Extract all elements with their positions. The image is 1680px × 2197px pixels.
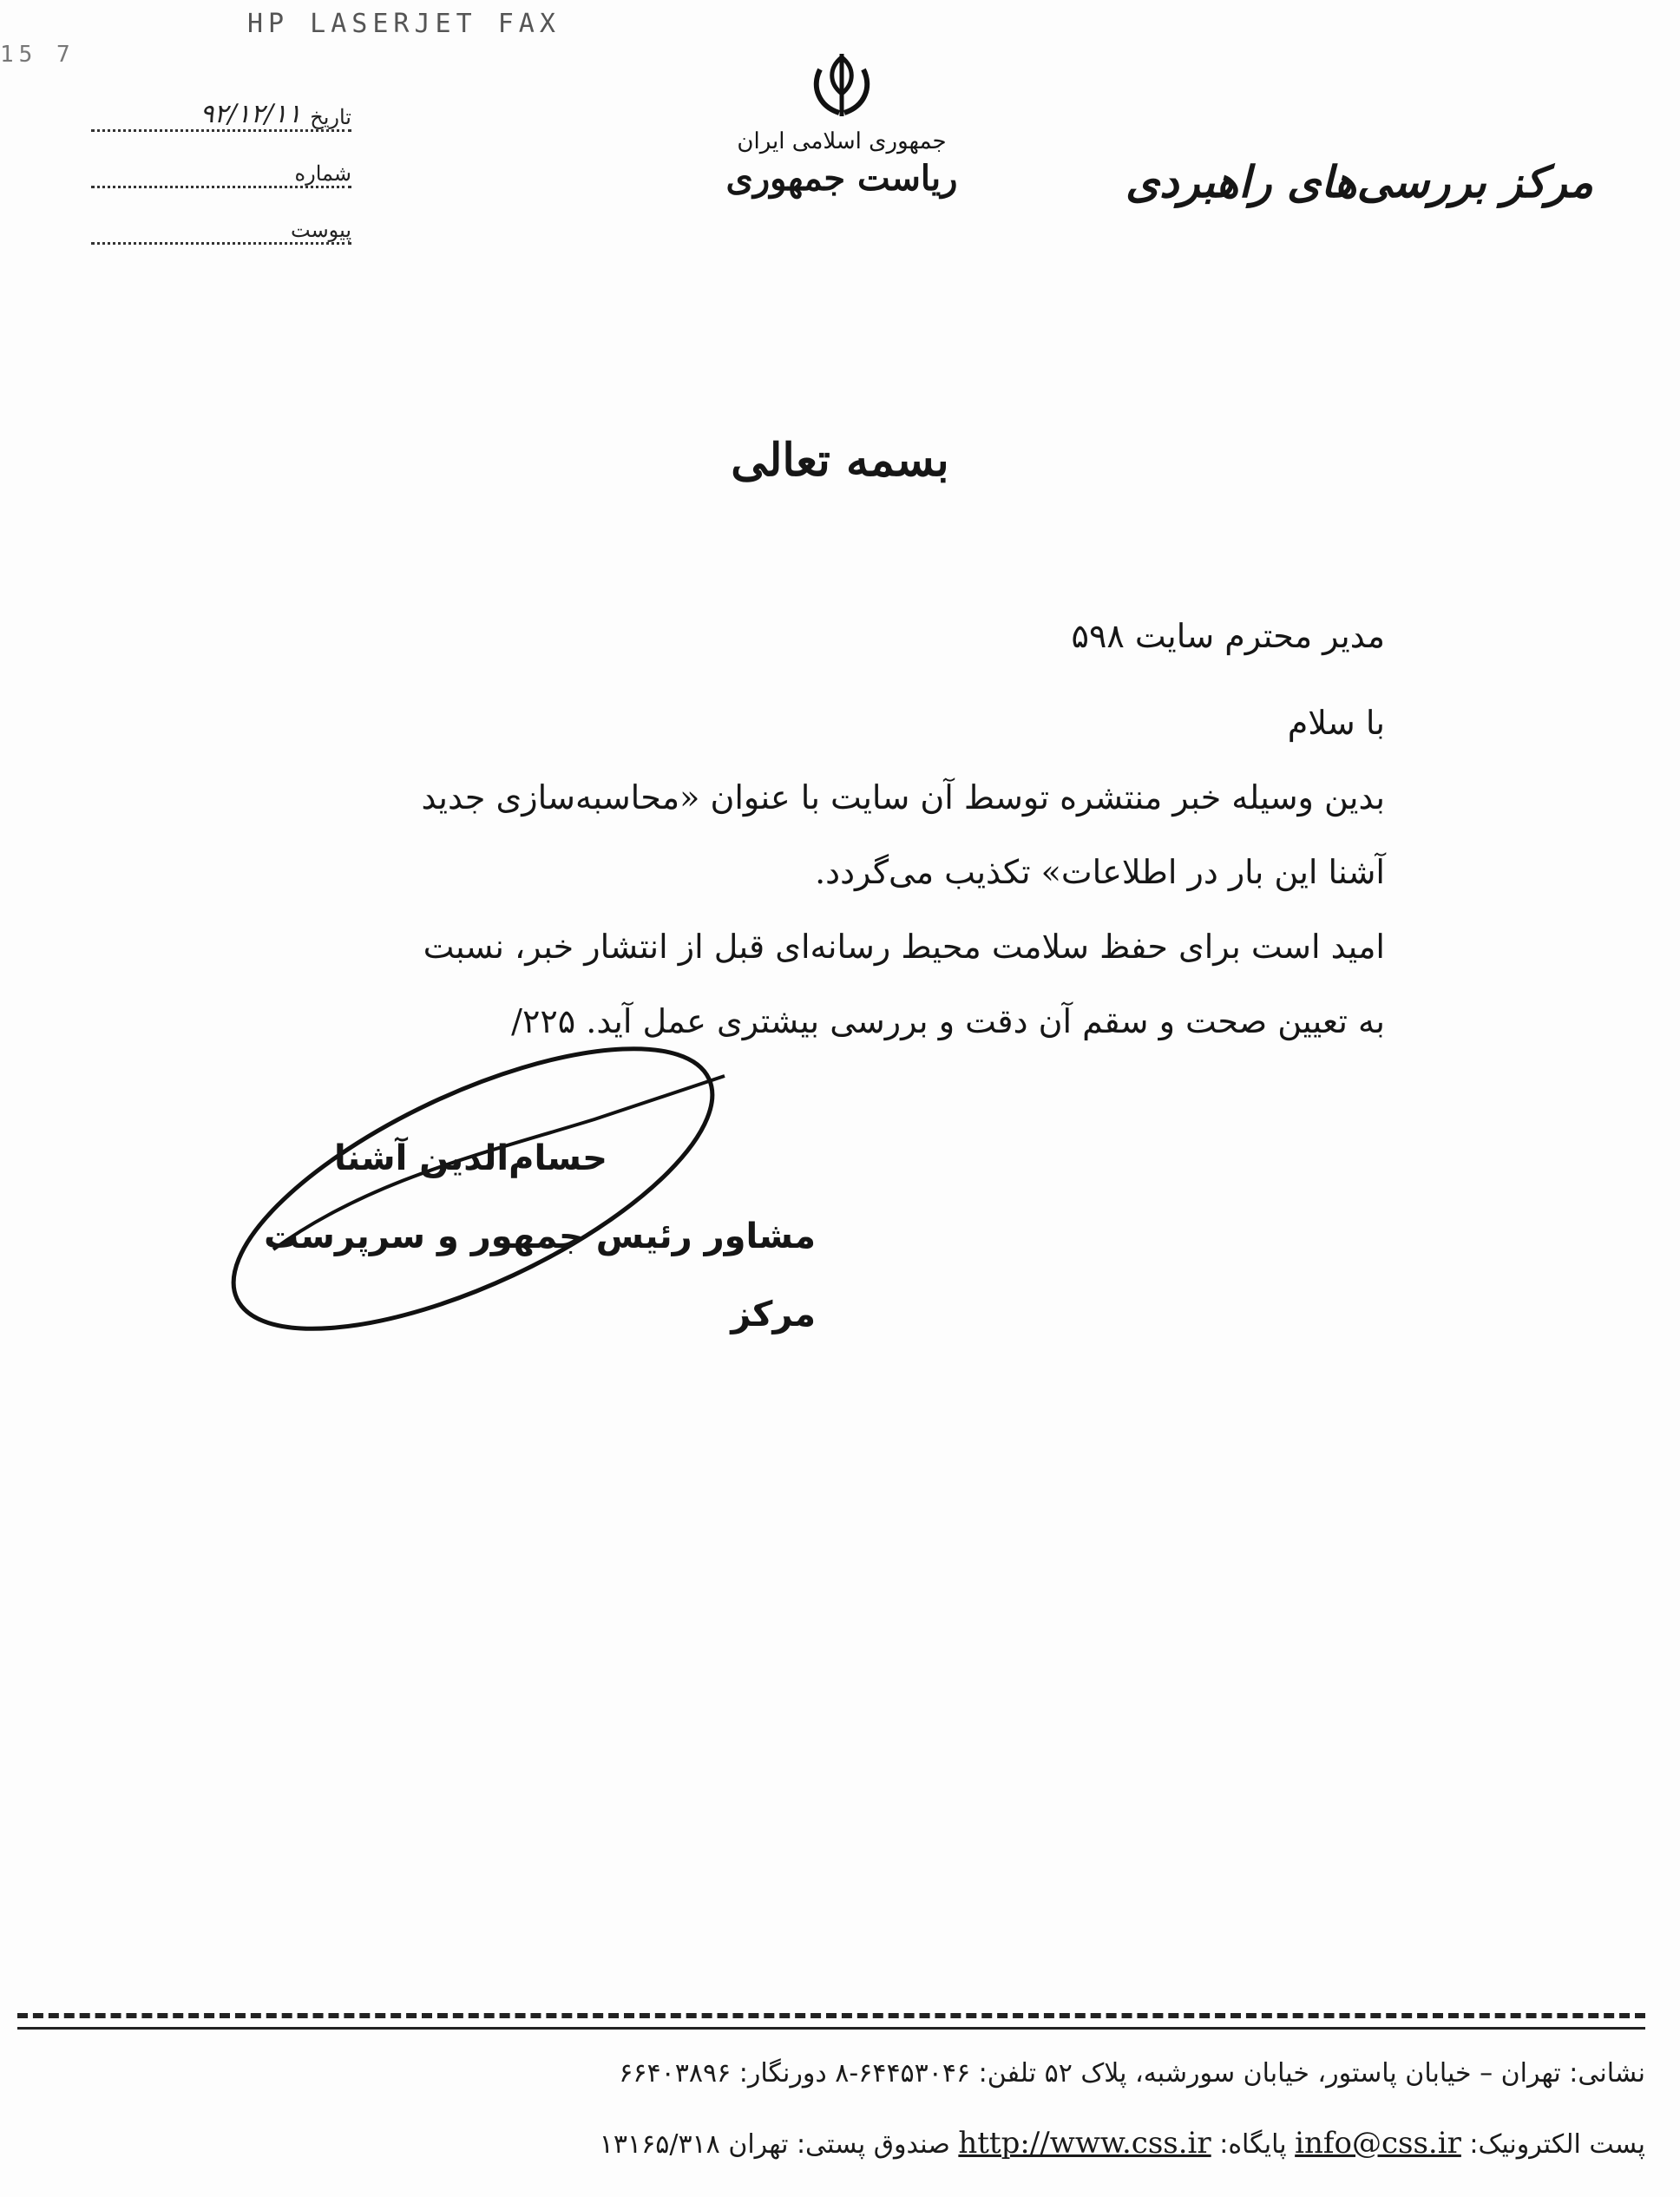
date-row bbox=[91, 82, 351, 132]
fax-device-label: HP LASERJET FAX bbox=[247, 9, 561, 39]
letter-meta bbox=[91, 82, 351, 252]
paragraph2-line2: به تعیین صحت و سقم آن دقت و بررسی بیشتری عمل آید. ۲۲۵/ bbox=[511, 1002, 1385, 1040]
paragraph1-line1: بدین وسیله خبر منتشره توسط آن سایت با عنوان «محاسبه‌سازی جدید bbox=[421, 778, 1385, 816]
basmala-heading: بسمه تعالی bbox=[731, 434, 949, 487]
number-label: شماره bbox=[294, 161, 351, 186]
fax-header bbox=[0, 3, 1680, 68]
emblem-country: جمهوری اسلامی ایران bbox=[737, 128, 947, 154]
letter-body bbox=[300, 599, 1385, 1059]
website-label: پایگاه: bbox=[1219, 2129, 1287, 2160]
state-emblem-block bbox=[712, 52, 972, 199]
date-value: ۹۲/۱۲/۱۱ bbox=[200, 99, 302, 129]
date-label: تاریخ bbox=[310, 105, 351, 129]
emblem-office: ریاست جمهوری bbox=[725, 158, 958, 199]
signatory-role: مشاور رئیس جمهور و سرپرست مرکز bbox=[264, 1217, 816, 1335]
attachment-row bbox=[91, 195, 351, 245]
signatory-name: حسام‌الدین آشنا bbox=[333, 1138, 607, 1178]
website-link[interactable]: http://www.css.ir bbox=[958, 2126, 1211, 2161]
footer-address: نشانی: تهران – خیابان پاستور، خیابان سورشبه، پلاک ۵۲ تلفن: ۶۴۴۵۳۰۴۶-۸ دورنگار: ۶۶۴۰۳۸۹۶ bbox=[619, 2058, 1645, 2089]
fax-stamp: 15 7 bbox=[0, 42, 75, 68]
number-row bbox=[91, 139, 351, 188]
email-label: پست الکترونیک: bbox=[1469, 2129, 1645, 2160]
addressee: مدیر محترم سایت ۵۹۸ bbox=[1071, 617, 1385, 655]
organization-title: مرکز بررسی‌های راهبردی bbox=[1125, 156, 1593, 207]
paragraph2-line1: امید است برای حفظ سلامت محیط رسانه‌ای قبل از انتشار خبر، نسبت bbox=[423, 928, 1385, 966]
greeting: با سلام bbox=[1287, 704, 1385, 742]
letter-footer bbox=[17, 2043, 1645, 2182]
signature-block bbox=[208, 1119, 816, 1335]
attachment-label: پیوست bbox=[291, 218, 351, 242]
po-box: صندوق پستی: تهران ۱۳۱۶۵/۳۱۸ bbox=[599, 2129, 950, 2160]
email-link[interactable]: info@css.ir bbox=[1295, 2126, 1461, 2161]
emblem-icon bbox=[803, 52, 881, 121]
footer-contact bbox=[17, 2113, 1645, 2182]
paragraph1-line2: آشنا این بار در اطلاعات» تکذیب می‌گردد. bbox=[815, 853, 1385, 891]
footer-divider bbox=[17, 2013, 1645, 2030]
